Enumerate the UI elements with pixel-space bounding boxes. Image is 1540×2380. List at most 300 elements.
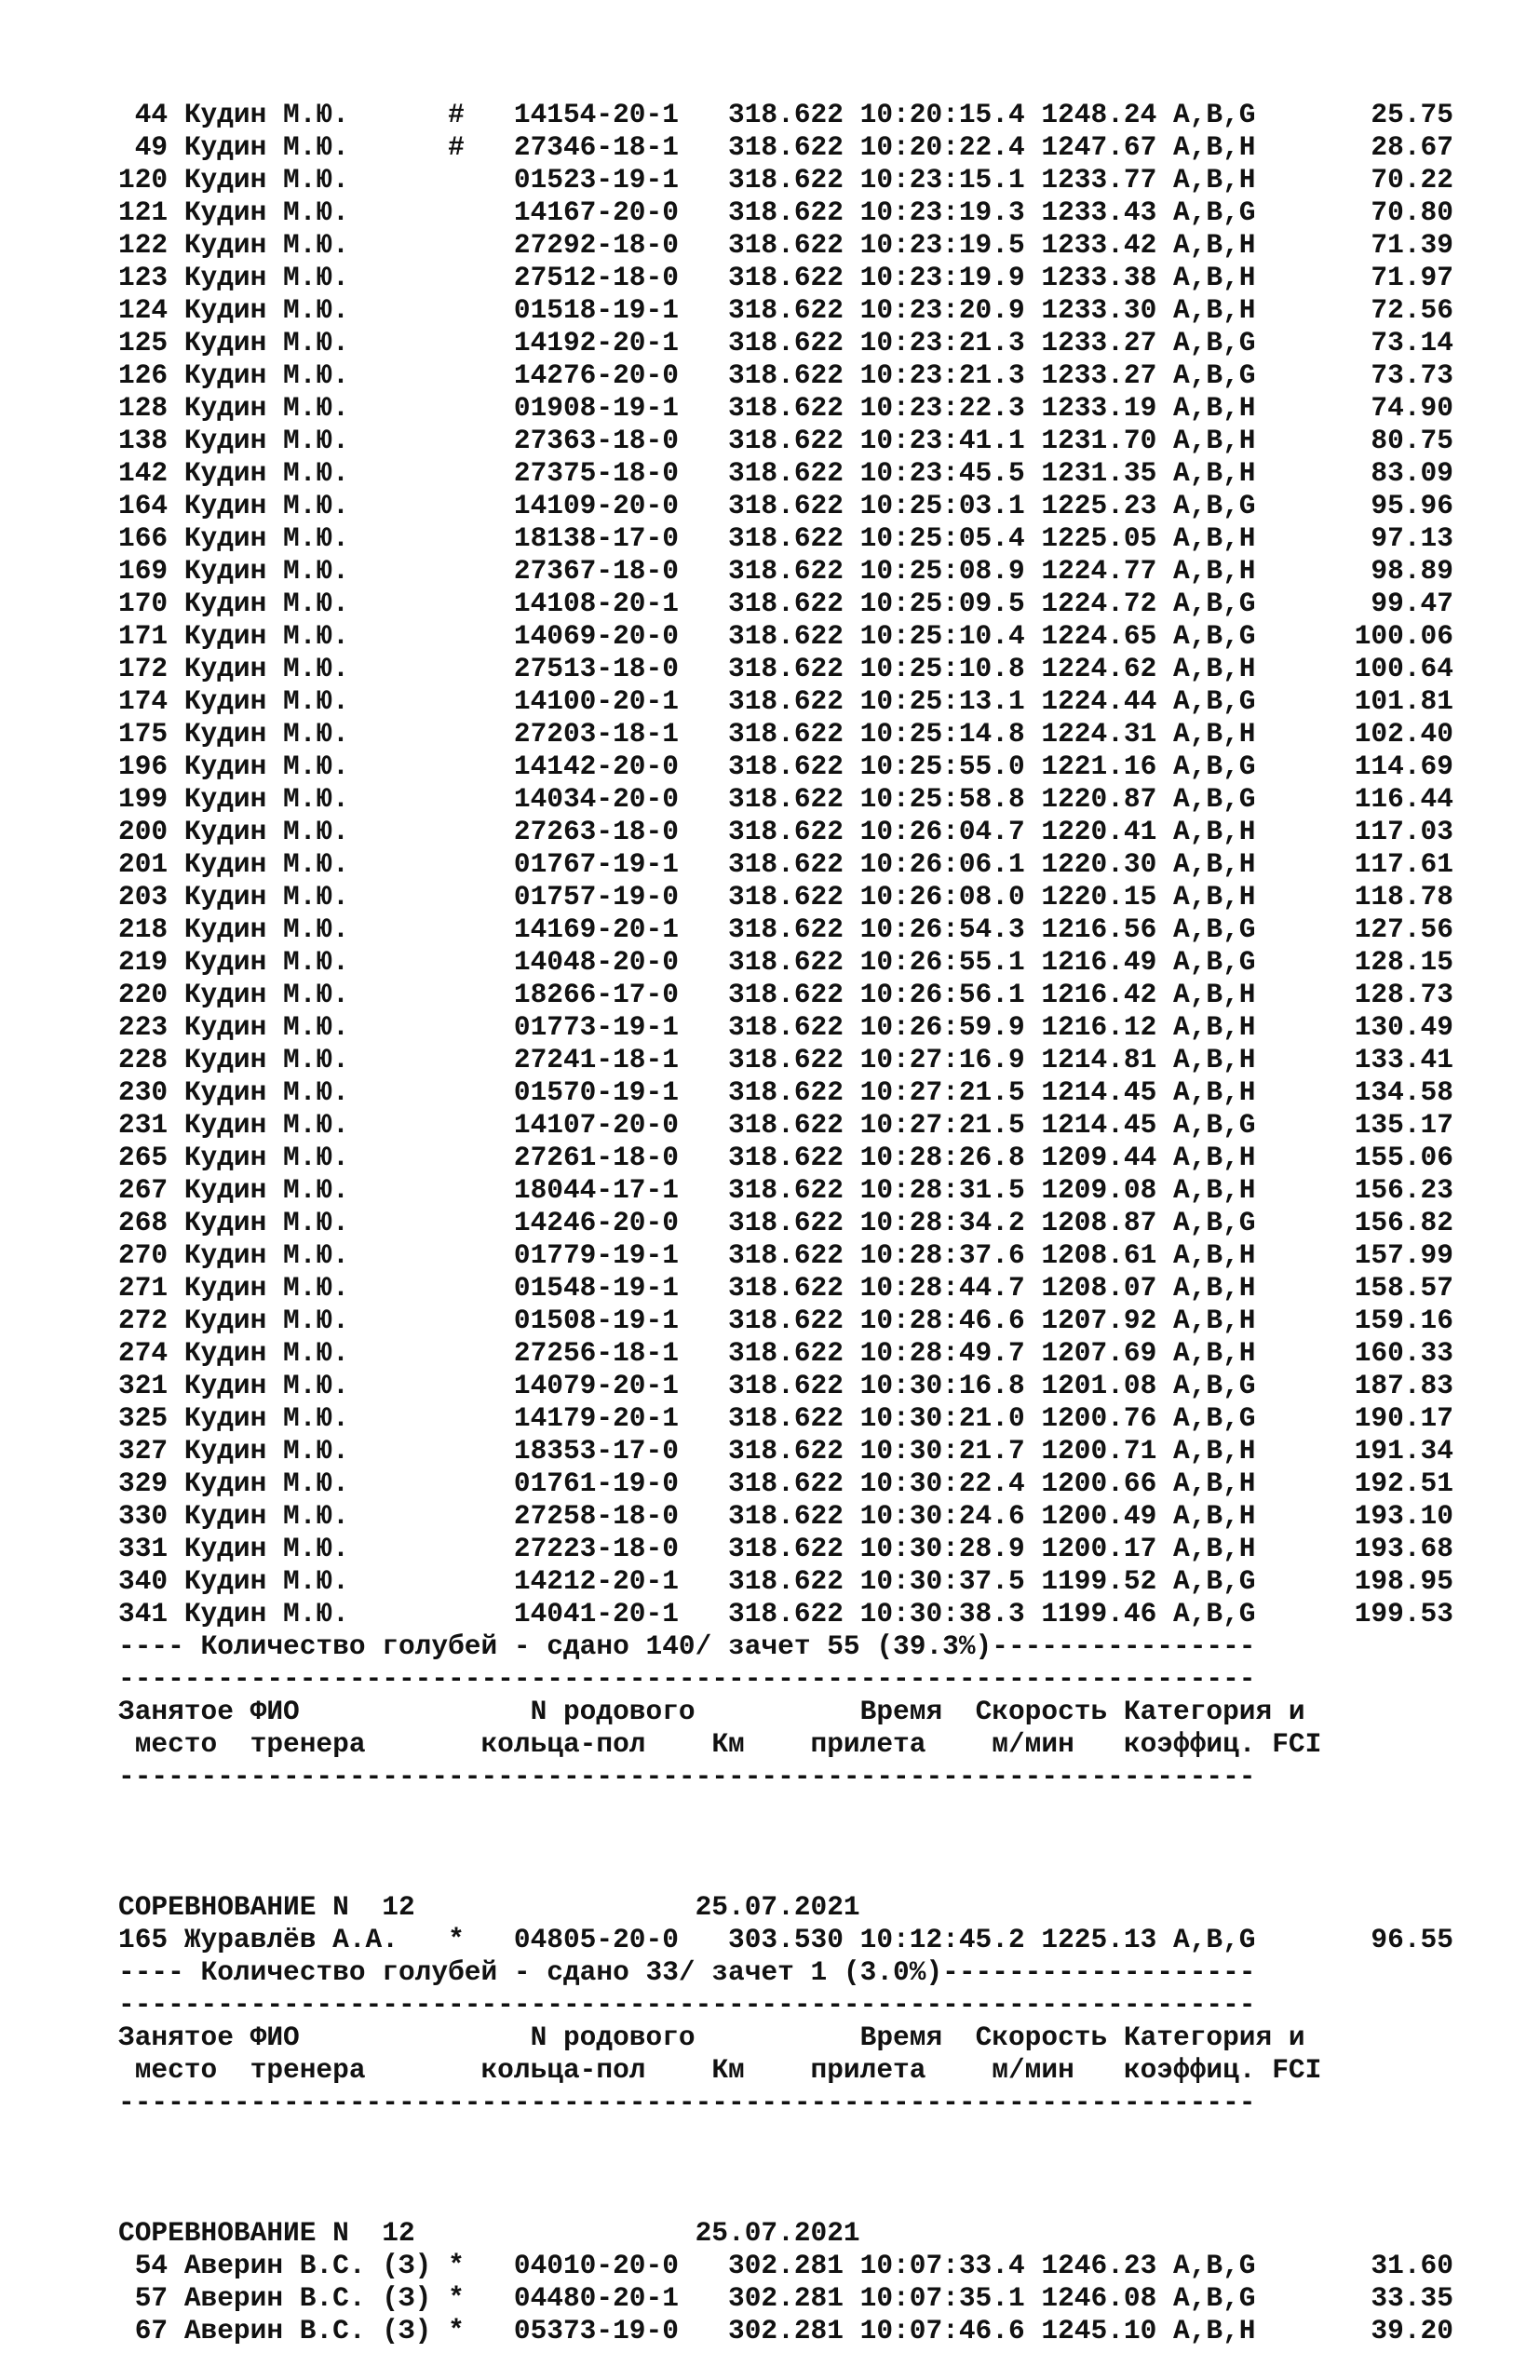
trainer-name: Кудин М.Ю. [183,1565,432,1597]
speed: 1246.23 [1041,2250,1157,2281]
mark [448,685,465,717]
ring-number: 14276-20-0 [513,359,679,391]
ring-number: 18044-17-1 [513,1174,679,1206]
arrival-time: 10:25:10.8 [859,653,1025,684]
col-km: Км [711,1728,811,1760]
category: A,B,H [1173,881,1256,913]
column-header-row-1 [118,1696,1533,1728]
distance-km: 318.622 [711,131,844,163]
fci-coefficient: 73.73 [1288,359,1453,391]
arrival-time: 10:27:21.5 [859,1076,1025,1108]
speed: 1214.81 [1041,1044,1157,1075]
col-time: Время [859,1696,943,1727]
distance-km: 318.622 [711,327,844,358]
place: 126 [118,359,169,391]
arrival-time: 10:23:21.3 [859,327,1025,358]
ring-number: 01773-19-1 [513,1011,679,1043]
arrival-time: 10:30:37.5 [859,1565,1025,1597]
result-row [118,359,1533,392]
trainer-name: Кудин М.Ю. [183,979,432,1010]
ring-number: 27263-18-0 [513,816,679,847]
result-row [118,99,1533,131]
category: A,B,H [1173,425,1256,456]
speed: 1224.62 [1041,653,1157,684]
ring-number: 18266-17-0 [513,979,679,1010]
result-row [118,1467,1533,1500]
trainer-name: Кудин М.Ю. [183,881,432,913]
fci-coefficient: 134.58 [1288,1076,1453,1108]
ring-number: 27203-18-1 [513,718,679,750]
col-category-2: коэффиц. FCI [1123,2054,1322,2086]
fci-coefficient: 97.13 [1288,522,1453,554]
speed: 1225.05 [1041,522,1157,554]
speed: 1233.38 [1041,262,1157,293]
speed: 1247.67 [1041,131,1157,163]
ring-number: 01548-19-1 [513,1272,679,1304]
trainer-name: Кудин М.Ю. [183,99,432,130]
arrival-time: 10:26:06.1 [859,848,1025,880]
arrival-time: 10:20:22.4 [859,131,1025,163]
arrival-time: 10:26:54.3 [859,913,1025,945]
fci-coefficient: 96.55 [1288,1924,1453,1955]
ring-number: 27223-18-0 [513,1533,679,1564]
fci-coefficient: 100.64 [1288,653,1453,684]
speed: 1233.30 [1041,294,1157,326]
place: 172 [118,653,169,684]
speed: 1200.17 [1041,1533,1157,1564]
result-row [118,1142,1533,1174]
speed: 1233.43 [1041,196,1157,228]
arrival-time: 10:30:38.3 [859,1598,1025,1629]
summary-line: ---- Количество голубей - сдано 140/ зачет 55 (39.3%)---------------- [118,1630,1256,1662]
result-row [118,881,1533,913]
result-row [118,1305,1533,1337]
fci-coefficient: 39.20 [1288,2315,1453,2346]
mark [448,848,465,880]
speed: 1231.70 [1041,425,1157,456]
place: 175 [118,718,169,750]
category: A,B,H [1173,1467,1256,1499]
trainer-name: Кудин М.Ю. [183,783,432,815]
result-row [118,979,1533,1011]
mark [448,881,465,913]
speed: 1233.27 [1041,327,1157,358]
arrival-time: 10:27:21.5 [859,1109,1025,1141]
result-row [118,1044,1533,1076]
ring-number: 27292-18-0 [513,229,679,261]
result-row [118,653,1533,685]
place: 330 [118,1500,169,1532]
mark [448,425,465,456]
mark: # [448,99,465,130]
speed: 1224.65 [1041,620,1157,652]
distance-km: 318.622 [711,294,844,326]
category: A,B,G [1173,490,1256,521]
ring-number: 01767-19-1 [513,848,679,880]
result-row [118,1011,1533,1044]
results-printout [118,34,1533,2380]
distance-km: 318.622 [711,1337,844,1369]
category: A,B,H [1173,653,1256,684]
trainer-name: Кудин М.Ю. [183,653,432,684]
divider: --------------------------------------------------------------------- [118,1663,1256,1695]
distance-km: 318.622 [711,1305,844,1336]
col-category: Категория и [1123,2022,1305,2053]
column-header-row-1 [118,2022,1533,2054]
col-category: Категория и [1123,1696,1305,1727]
speed: 1220.30 [1041,848,1157,880]
mark [448,718,465,750]
distance-km: 318.622 [711,1565,844,1597]
arrival-time: 10:25:05.4 [859,522,1025,554]
ring-number: 14109-20-0 [513,490,679,521]
trainer-name: Кудин М.Ю. [183,262,432,293]
arrival-time: 10:23:41.1 [859,425,1025,456]
fci-coefficient: 156.82 [1288,1207,1453,1238]
mark [448,783,465,815]
fci-coefficient: 72.56 [1288,294,1453,326]
mark [448,1500,465,1532]
arrival-time: 10:23:19.5 [859,229,1025,261]
speed: 1225.23 [1041,490,1157,521]
col-place-2: место [134,1728,250,1760]
place: 270 [118,1239,169,1271]
ring-number: 04805-20-0 [513,1924,679,1955]
result-row [118,816,1533,848]
col-place: Занятое [118,1696,250,1727]
result-row [118,457,1533,490]
speed: 1207.92 [1041,1305,1157,1336]
trainer-name: Журавлёв А.А. [183,1924,432,1955]
fci-coefficient: 160.33 [1288,1337,1453,1369]
ring-number: 27256-18-1 [513,1337,679,1369]
arrival-time: 10:23:19.3 [859,196,1025,228]
fci-coefficient: 117.61 [1288,848,1453,880]
result-row [118,229,1533,262]
arrival-time: 10:20:15.4 [859,99,1025,130]
fci-coefficient: 159.16 [1288,1305,1453,1336]
trainer-name: Кудин М.Ю. [183,522,432,554]
speed: 1224.44 [1041,685,1157,717]
trainer-name: Кудин М.Ю. [183,816,432,847]
mark [448,1076,465,1108]
trainer-name: Кудин М.Ю. [183,718,432,750]
mark [448,1109,465,1141]
place: 329 [118,1467,169,1499]
arrival-time: 10:25:10.4 [859,620,1025,652]
ring-number: 01908-19-1 [513,392,679,424]
distance-km: 318.622 [711,490,844,521]
distance-km: 318.622 [711,229,844,261]
trainer-name: Кудин М.Ю. [183,425,432,456]
category: A,B,G [1173,1402,1256,1434]
category: A,B,G [1173,2250,1256,2281]
category: A,B,H [1173,816,1256,847]
result-row [118,620,1533,653]
place: 201 [118,848,169,880]
distance-km: 302.281 [711,2315,844,2346]
place: 166 [118,522,169,554]
arrival-time: 10:30:28.9 [859,1533,1025,1564]
category: A,B,H [1173,1011,1256,1043]
category: A,B,H [1173,262,1256,293]
place: 171 [118,620,169,652]
result-row [118,327,1533,359]
trainer-name: Кудин М.Ю. [183,294,432,326]
arrival-time: 10:30:21.7 [859,1435,1025,1467]
fci-coefficient: 70.22 [1288,164,1453,196]
ring-number: 27512-18-0 [513,262,679,293]
arrival-time: 10:28:26.8 [859,1142,1025,1173]
mark [448,653,465,684]
category: A,B,G [1173,196,1256,228]
arrival-time: 10:07:35.1 [859,2282,1025,2314]
place: 57 [118,2282,169,2314]
col-speed: Скорость [975,1696,1108,1727]
fci-coefficient: 116.44 [1288,783,1453,815]
blank-line [118,1793,1533,1826]
arrival-time: 10:12:45.2 [859,1924,1025,1955]
result-row [118,685,1533,718]
place: 272 [118,1305,169,1336]
distance-km: 318.622 [711,359,844,391]
speed: 1233.42 [1041,229,1157,261]
place: 231 [118,1109,169,1141]
place: 327 [118,1435,169,1467]
trainer-name: Кудин М.Ю. [183,1207,432,1238]
ring-number: 27367-18-0 [513,555,679,587]
distance-km: 318.622 [711,425,844,456]
arrival-time: 10:23:15.1 [859,164,1025,196]
speed: 1231.35 [1041,457,1157,489]
trainer-name: Кудин М.Ю. [183,1044,432,1075]
mark [448,1337,465,1369]
category: A,B,H [1173,1533,1256,1564]
distance-km: 318.622 [711,1109,844,1141]
ring-number: 14100-20-1 [513,685,679,717]
ring-number: 05373-19-0 [513,2315,679,2346]
category: A,B,G [1173,783,1256,815]
arrival-time: 10:25:13.1 [859,685,1025,717]
speed: 1233.77 [1041,164,1157,196]
competition-date: 25.07.2021 [695,2217,860,2249]
mark [448,913,465,945]
ring-number: 14246-20-0 [513,1207,679,1238]
place: 44 [118,99,169,130]
place: 125 [118,327,169,358]
mark [448,1565,465,1597]
arrival-time: 10:26:56.1 [859,979,1025,1010]
col-time-2: прилета [810,2054,959,2086]
col-speed: Скорость [975,2022,1108,2053]
distance-km: 318.622 [711,99,844,130]
mark [448,262,465,293]
category: A,B,G [1173,588,1256,619]
result-row [118,1598,1533,1630]
fci-coefficient: 99.47 [1288,588,1453,619]
result-row [118,425,1533,457]
distance-km: 318.622 [711,1533,844,1564]
category: A,B,G [1173,751,1256,782]
category: A,B,H [1173,131,1256,163]
distance-km: 318.622 [711,196,844,228]
col-ring: N родового [530,2022,860,2053]
category: A,B,G [1173,1207,1256,1238]
result-row [118,946,1533,979]
trainer-name: Кудин М.Ю. [183,946,432,978]
result-row [118,196,1533,229]
result-row [118,1337,1533,1370]
result-row [118,1239,1533,1272]
distance-km: 318.622 [711,979,844,1010]
ring-number: 27261-18-0 [513,1142,679,1173]
category: A,B,G [1173,685,1256,717]
distance-km: 318.622 [711,620,844,652]
col-name: ФИО [250,1696,531,1727]
result-row [118,1109,1533,1142]
distance-km: 318.622 [711,653,844,684]
place: 219 [118,946,169,978]
col-km: Км [711,2054,811,2086]
speed: 1208.87 [1041,1207,1157,1238]
ring-number: 14041-20-1 [513,1598,679,1629]
arrival-time: 10:25:03.1 [859,490,1025,521]
ring-number: 01508-19-1 [513,1305,679,1336]
distance-km: 318.622 [711,392,844,424]
arrival-time: 10:07:33.4 [859,2250,1025,2281]
mark [448,457,465,489]
trainer-name: Кудин М.Ю. [183,588,432,619]
result-row [118,1370,1533,1402]
distance-km: 318.622 [711,1598,844,1629]
trainer-name: Кудин М.Ю. [183,1533,432,1564]
trainer-name: Аверин В.С. (З) [183,2282,432,2314]
competition-number: СОРЕВНОВАНИЕ N 12 [118,1891,696,1923]
arrival-time: 10:25:09.5 [859,588,1025,619]
place: 138 [118,425,169,456]
trainer-name: Кудин М.Ю. [183,1142,432,1173]
place: 271 [118,1272,169,1304]
place: 218 [118,913,169,945]
col-ring-2: кольца-пол [480,2054,712,2086]
result-row [118,1565,1533,1598]
col-time: Время [859,2022,943,2053]
category: A,B,H [1173,1142,1256,1173]
distance-km: 318.622 [711,262,844,293]
arrival-time: 10:28:44.7 [859,1272,1025,1304]
distance-km: 302.281 [711,2282,844,2314]
ring-number: 27513-18-0 [513,653,679,684]
arrival-time: 10:28:49.7 [859,1337,1025,1369]
speed: 1246.08 [1041,2282,1157,2314]
trainer-name: Кудин М.Ю. [183,164,432,196]
distance-km: 302.281 [711,2250,844,2281]
ring-number: 14048-20-0 [513,946,679,978]
place: 230 [118,1076,169,1108]
fci-coefficient: 133.41 [1288,1044,1453,1075]
trainer-name: Кудин М.Ю. [183,1598,432,1629]
distance-km: 318.622 [711,718,844,750]
category: A,B,H [1173,979,1256,1010]
result-row [118,131,1533,164]
fci-coefficient: 25.75 [1288,99,1453,130]
distance-km: 318.622 [711,1402,844,1434]
speed: 1233.27 [1041,359,1157,391]
category: A,B,G [1173,359,1256,391]
fci-coefficient: 192.51 [1288,1467,1453,1499]
place: 122 [118,229,169,261]
ring-number: 01757-19-0 [513,881,679,913]
place: 265 [118,1142,169,1173]
arrival-time: 10:28:34.2 [859,1207,1025,1238]
distance-km: 318.622 [711,1435,844,1467]
category: A,B,H [1173,1272,1256,1304]
competition-date: 25.07.2021 [695,1891,860,1923]
mark [448,1467,465,1499]
ring-number: 14169-20-1 [513,913,679,945]
mark [448,327,465,358]
result-row [118,522,1533,555]
category: A,B,G [1173,946,1256,978]
category: A,B,H [1173,457,1256,489]
place: 67 [118,2315,169,2346]
distance-km: 318.622 [711,555,844,587]
speed: 1214.45 [1041,1076,1157,1108]
mark [448,1011,465,1043]
col-name-2: тренера [250,1728,481,1760]
category: A,B,G [1173,327,1256,358]
ring-number: 14167-20-0 [513,196,679,228]
speed: 1216.49 [1041,946,1157,978]
arrival-time: 10:23:45.5 [859,457,1025,489]
fci-coefficient: 193.68 [1288,1533,1453,1564]
place: 267 [118,1174,169,1206]
mark [448,164,465,196]
column-header-row-2 [118,2054,1533,2087]
speed: 1224.72 [1041,588,1157,619]
speed: 1225.13 [1041,1924,1157,1955]
ring-number: 14154-20-1 [513,99,679,130]
mark [448,229,465,261]
ring-number: 18353-17-0 [513,1435,679,1467]
arrival-time: 10:23:21.3 [859,359,1025,391]
distance-km: 318.622 [711,164,844,196]
place: 123 [118,262,169,293]
fci-coefficient: 158.57 [1288,1272,1453,1304]
summary-line: ---- Количество голубей - сдано 33/ зачет 1 (3.0%)------------------- [118,1956,1256,1988]
trainer-name: Кудин М.Ю. [183,1076,432,1108]
distance-km: 318.622 [711,816,844,847]
category: A,B,H [1173,718,1256,750]
place: 321 [118,1370,169,1401]
fci-coefficient: 130.49 [1288,1011,1453,1043]
place: 54 [118,2250,169,2281]
arrival-time: 10:23:19.9 [859,262,1025,293]
fci-coefficient: 199.53 [1288,1598,1453,1629]
speed: 1245.10 [1041,2315,1157,2346]
mark [448,1272,465,1304]
mark [448,946,465,978]
trainer-name: Кудин М.Ю. [183,1337,432,1369]
competition-line [118,2217,1533,2250]
result-row [118,783,1533,816]
fci-coefficient: 187.83 [1288,1370,1453,1401]
speed: 1216.56 [1041,913,1157,945]
mark [448,979,465,1010]
arrival-time: 10:07:46.6 [859,2315,1025,2346]
fci-coefficient: 98.89 [1288,555,1453,587]
result-row [118,1533,1533,1565]
